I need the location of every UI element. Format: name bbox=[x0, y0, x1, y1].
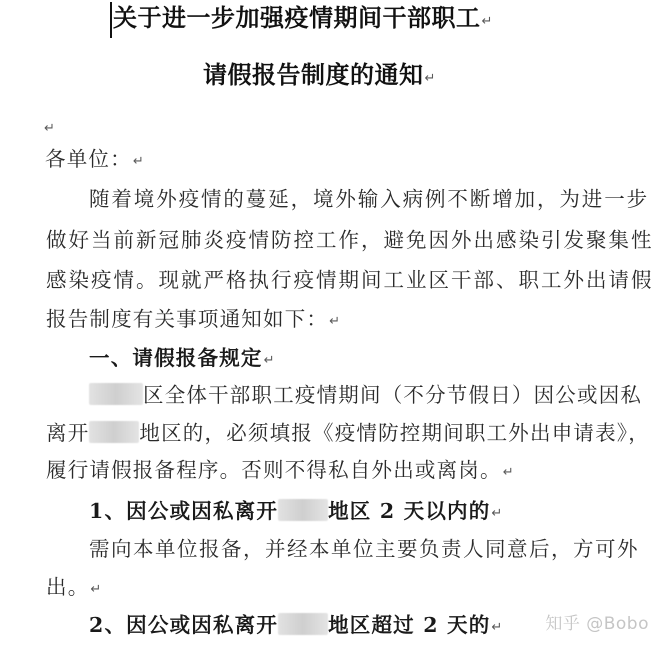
item-1-text-line-2: 出。↵ bbox=[46, 575, 102, 599]
paragraph-mark-icon: ↵ bbox=[424, 71, 436, 86]
paragraph-mark-icon: ↵ bbox=[491, 620, 503, 635]
paragraph-mark-icon: ↵ bbox=[491, 506, 503, 521]
redacted-block bbox=[278, 613, 328, 635]
intro-line-1: 随着境外疫情的蔓延，境外输入病例不断增加，为进一步 bbox=[89, 187, 649, 211]
section-1-para-line-3: 履行请假报备程序。否则不得私自外出或离岗。↵ bbox=[46, 458, 514, 482]
paragraph-mark-icon: ↵ bbox=[90, 582, 102, 597]
item-1-heading: 1、因公或因私离开 地区 2 天以内的↵ bbox=[89, 499, 503, 523]
paragraph-mark-icon: ↵ bbox=[502, 465, 514, 480]
paragraph-mark-icon: ↵ bbox=[44, 121, 55, 136]
text-cursor bbox=[110, 2, 112, 38]
intro-line-2: 做好当前新冠肺炎疫情防控工作，避免因外出感染引发聚集性 bbox=[46, 228, 654, 252]
paragraph-mark-icon: ↵ bbox=[263, 353, 275, 368]
redacted-block bbox=[89, 383, 143, 405]
title-line-2: 请假报告制度的通知↵ bbox=[203, 60, 436, 89]
salutation: 各单位：↵ bbox=[45, 147, 144, 171]
section-1-para-line-2: 离开 地区的，必须填报《疫情防控期间职工外出申请表》， bbox=[46, 421, 650, 445]
paragraph-mark-icon: ↵ bbox=[329, 314, 341, 329]
section-1-para-line-1: 区全体干部职工疫情期间（不分节假日）因公或因私 bbox=[89, 381, 642, 409]
section-1-heading: 一、请假报备规定↵ bbox=[89, 346, 275, 370]
intro-line-3: 感染疫情。现就严格执行疫情期间工业区干部、职工外出请假 bbox=[46, 268, 654, 292]
watermark: 知乎 @Bobo bbox=[545, 614, 649, 634]
title-line-1: 关于进一步加强疫情期间干部职工↵ bbox=[113, 3, 493, 32]
paragraph-mark-icon: ↵ bbox=[132, 154, 144, 169]
empty-paragraph bbox=[43, 112, 55, 143]
item-1-text-line-1: 需向本单位报备，并经本单位主要负责人同意后，方可外 bbox=[89, 537, 639, 561]
item-2-heading: 2、因公或因私离开 地区超过 2 天的↵ bbox=[89, 613, 503, 637]
redacted-block bbox=[278, 499, 328, 521]
intro-line-4: 报告制度有关事项通知如下：↵ bbox=[46, 307, 341, 331]
redacted-block bbox=[89, 421, 139, 443]
paragraph-mark-icon: ↵ bbox=[481, 14, 493, 29]
